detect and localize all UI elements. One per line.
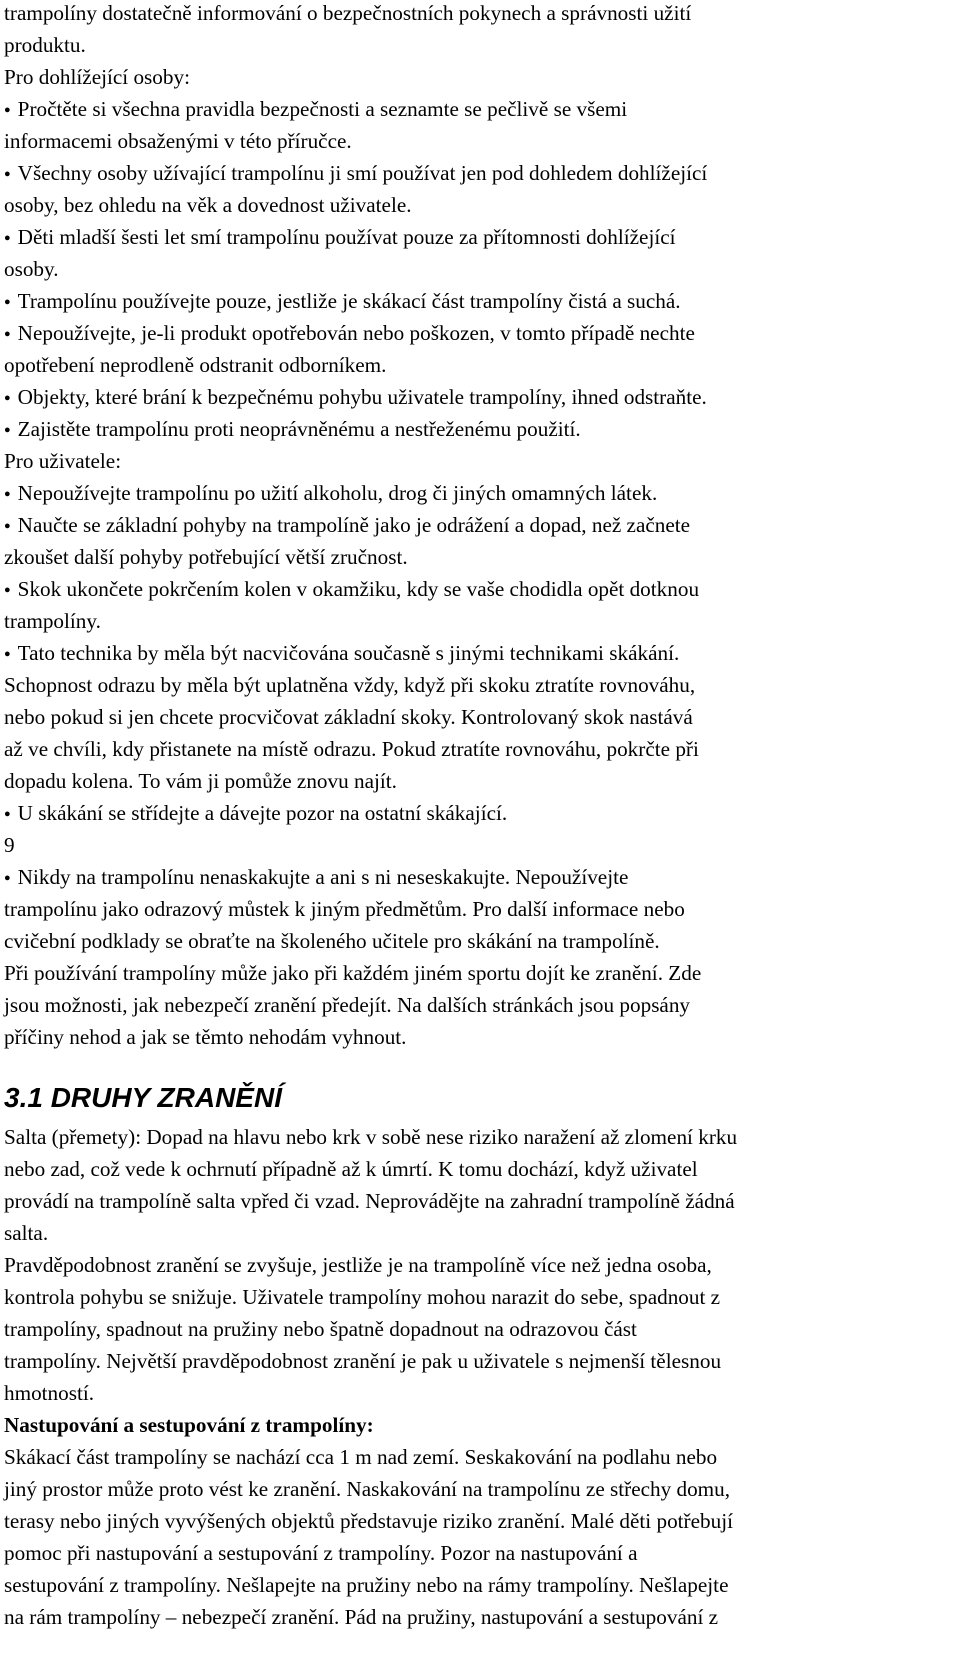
bullet-item: ● U skákání se střídejte a dávejte pozor na ostatní skákající. [4, 797, 956, 829]
text-line: salta. [4, 1221, 49, 1245]
text-line: hmotností. [4, 1381, 95, 1405]
text-line: Salta (přemety): Dopad na hlavu nebo krk v sobě nese riziko naražení až zlomení krku [4, 1125, 738, 1149]
bullet-item: ● Objekty, které brání k bezpečnému pohybu uživatele trampolíny, ihned odstraňte. [4, 381, 956, 413]
text-line: produktu. [4, 33, 86, 57]
text-line: informacemi obsaženými v této příručce. [4, 129, 352, 153]
subheading-users: Pro uživatele: [4, 449, 122, 473]
text-line: příčiny nehod a jak se těmto nehodám vyhnout. [4, 1025, 407, 1049]
text-line: jiný prostor může proto vést ke zranění. Naskakování na trampolínu ze střechy domu, [4, 1477, 731, 1501]
text-line: trampolíny, spadnout na pružiny nebo špatně dopadnout na odrazovou část [4, 1317, 637, 1341]
text-line: osoby, bez ohledu na věk a dovednost uživatele. [4, 193, 412, 217]
text-line: nebo zad, což vede k ochrnutí případně až k úmrtí. K tomu dochází, když uživatel [4, 1157, 698, 1181]
text-line: cvičební podklady se obraťte na školeného učitele pro skákání na trampolíně. [4, 929, 660, 953]
text-line: pomoc při nastupování a sestupování z trampolíny. Pozor na nastupování a [4, 1541, 638, 1565]
text-line: Schopnost odrazu by měla být uplatněna vždy, když při skoku ztratíte rovnováhu, [4, 673, 696, 697]
text-line: trampolíny dostatečně informování o bezpečnostních pokynech a správnosti užití [4, 1, 692, 25]
text-line: trampolínu jako odrazový můstek k jiným předmětům. Pro další informace nebo [4, 897, 685, 921]
document-page [4, 0, 956, 1633]
bullet-item: ● Děti mladší šesti let smí trampolínu používat pouze za přítomnosti dohlížející [4, 221, 956, 253]
bullet-item: ● Pročtěte si všechna pravidla bezpečnosti a seznamte se pečlivě se všemi [4, 93, 956, 125]
bullet-item: ● Trampolínu používejte pouze, jestliže je skákací část trampolíny čistá a suchá. [4, 285, 956, 317]
text-line: terasy nebo jiných vyvýšených objektů představuje riziko zranění. Malé děti potřebují [4, 1509, 733, 1533]
bullet-item: ● Nikdy na trampolínu nenaskakujte a ani s ni neseskakujte. Nepoužívejte [4, 861, 956, 893]
text-line: Skákací část trampolíny se nachází cca 1 m nad zemí. Seskakování na podlahu nebo [4, 1445, 718, 1469]
bullet-item: ● Naučte se základní pohyby na trampolíně jako je odrážení a dopad, než začnete [4, 509, 956, 541]
section-heading: 3.1 DRUHY ZRANĚNÍ [4, 1082, 282, 1113]
subheading-mounting: Nastupování a sestupování z trampolíny: [4, 1413, 374, 1437]
bullet-item: ● Všechny osoby užívající trampolínu ji smí používat jen pod dohledem dohlížející [4, 157, 956, 189]
text-line: nebo pokud si jen chcete procvičovat základní skoky. Kontrolovaný skok nastává [4, 705, 693, 729]
text-line: dopadu kolena. To vám ji pomůže znovu najít. [4, 769, 397, 793]
text-line: opotřebení neprodleně odstranit odborníkem. [4, 353, 387, 377]
bullet-item: ● Skok ukončete pokrčením kolen v okamžiku, kdy se vaše chodidla opět dotknou [4, 573, 956, 605]
text-line: trampolíny. [4, 609, 101, 633]
page-number: 9 [4, 833, 15, 857]
text-line: provádí na trampolíně salta vpřed či vzad. Neprovádějte na zahradní trampolíně žádná [4, 1189, 735, 1213]
text-line: jsou možnosti, jak nebezpečí zranění předejít. Na dalších stránkách jsou popsány [4, 993, 691, 1017]
text-line: Při používání trampolíny může jako při každém jiném sportu dojít ke zranění. Zde [4, 961, 702, 985]
text-line: kontrola pohybu se snižuje. Uživatele trampolíny mohou narazit do sebe, spadnout z [4, 1285, 721, 1309]
text-line: trampolíny. Největší pravděpodobnost zranění je pak u uživatele s nejmenší tělesnou [4, 1349, 722, 1373]
text-line: osoby. [4, 257, 59, 281]
text-line: na rám trampolíny – nebezpečí zranění. Pád na pružiny, nastupování a sestupování z [4, 1605, 719, 1629]
text-line: zkoušet další pohyby potřebující větší zručnost. [4, 545, 408, 569]
bullet-item: ● Nepoužívejte trampolínu po užití alkoholu, drog či jiných omamných látek. [4, 477, 956, 509]
text-line: až ve chvíli, kdy přistanete na místě odrazu. Pokud ztratíte rovnováhu, pokrčte při [4, 737, 699, 761]
bullet-item: ● Nepoužívejte, je-li produkt opotřebován nebo poškozen, v tomto případě nechte [4, 317, 956, 349]
text-line: Pravděpodobnost zranění se zvyšuje, jestliže je na trampolíně více než jedna osoba, [4, 1253, 712, 1277]
text-line: sestupování z trampolíny. Nešlapejte na pružiny nebo na rámy trampolíny. Nešlapejte [4, 1573, 729, 1597]
bullet-item: ● Tato technika by měla být nacvičována současně s jinými technikami skákání. [4, 637, 956, 669]
bullet-item: ● Zajistěte trampolínu proti neoprávněnému a nestřeženému použití. [4, 413, 956, 445]
subheading-supervisors: Pro dohlížející osoby: [4, 65, 190, 89]
